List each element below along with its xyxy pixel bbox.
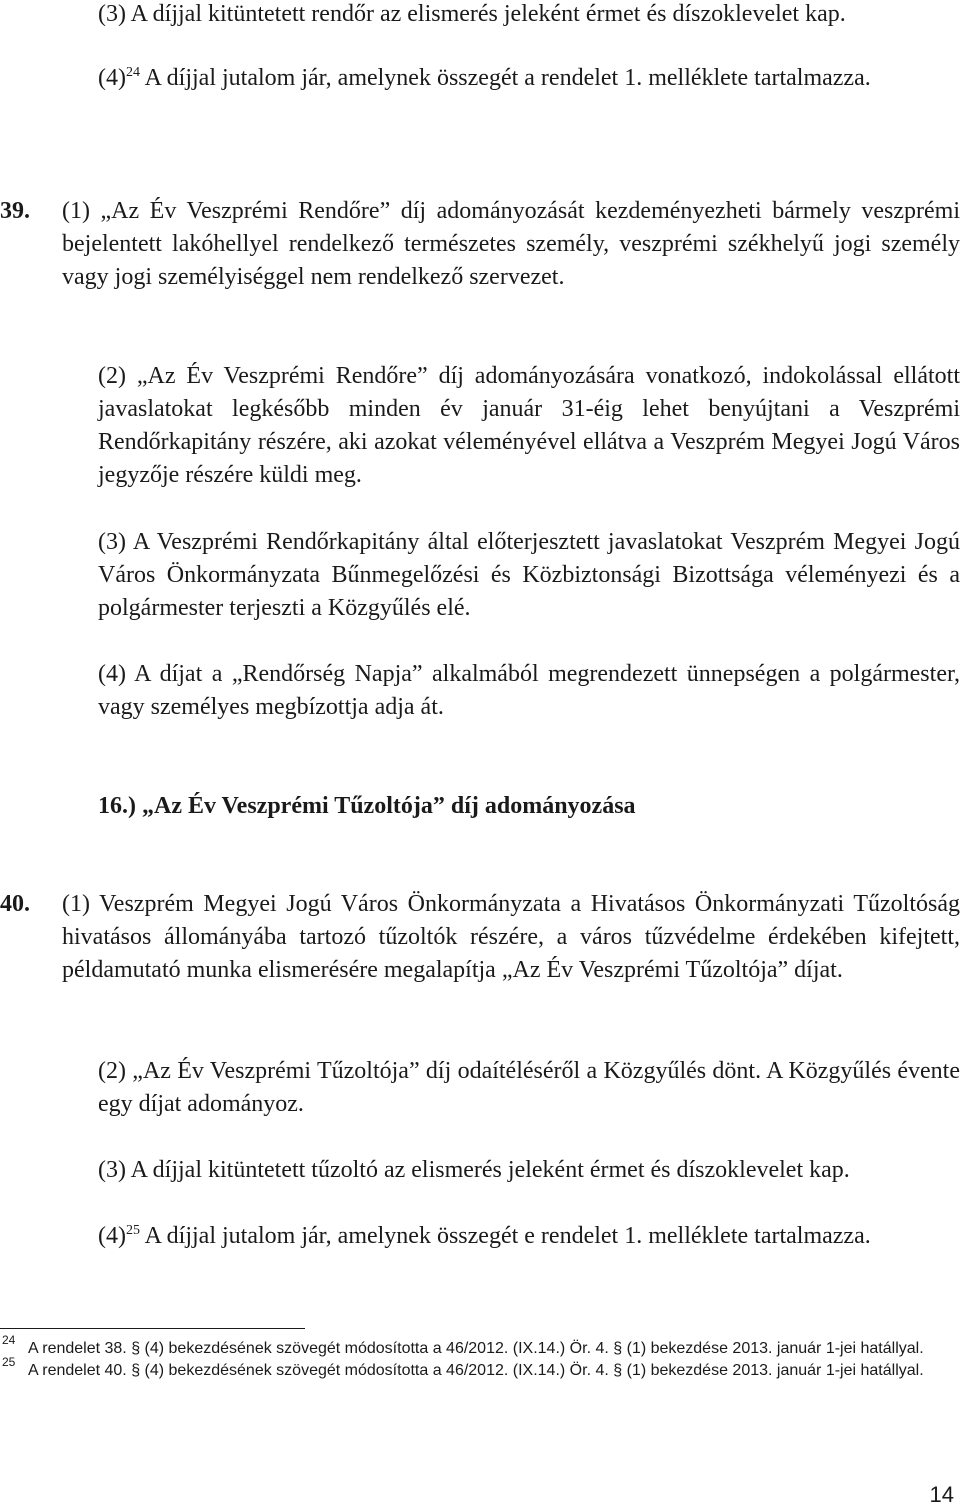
sec40-paragraph-2: (2) „Az Év Veszprémi Tűzoltója” díj odaítéléséről a Közgyűlés dönt. A Közgyűlés évente egy díjat adományoz. [98, 1058, 960, 1117]
footnote-divider [0, 1328, 305, 1329]
sec39-paragraph-1: 39. (1) „Az Év Veszprémi Rendőre” díj adományozását kezdeményezheti bármely veszprémi bejelentett lakóhellyel rendelkező természetes személy, veszprémi székhelyű jogi személy vagy jogi személyiséggel nem rendelkező szervezet. [0, 195, 960, 294]
sec40-paragraph-3: (3) A díjjal kitüntetett tűzoltó az elismerés jeleként érmet és díszoklevelet kap. [98, 1157, 850, 1183]
footnote-ref-25[interactable]: 25 [125, 1223, 140, 1238]
sec39-paragraph-2: (2) „Az Év Veszprémi Rendőre” díj adományozására vonatkozó, indokolással ellátott javaslatokat legkésőbb minden év január 31-éig lehet benyújtani a Veszprémi Rendőrkapitány részére, aki azokat véleményével ellátva a Veszprém Megyei Jogú Város jegyzője részére küldi meg. [98, 363, 960, 488]
footnote-mark: 25 [2, 1355, 16, 1369]
sec38-paragraph-4: $(4)^{24}$ A díjjal jutalom jár, amelynek összegét a rendelet 1. melléklete tartalmazza. [98, 65, 871, 91]
section-number: 40. [0, 891, 30, 917]
sec40-paragraph-1: 40. (1) Veszprém Megyei Jogú Város Önkormányzata a Hivatásos Önkormányzati Tűzoltóság hivatásos állományába tartozó tűzoltók részére, a város tűzvédelme érdekében kifejtett, példamutató munka elismerésére megalapítja „Az Év Veszprémi Tűzoltója” díjat. [0, 888, 960, 987]
footnote-24 [0, 1333, 960, 1360]
footnote-ref-24[interactable]: 24 [125, 65, 140, 80]
sec40-paragraph-4: $(4)^{25}$ A díjjal jutalom jár, amelynek összegét e rendelet 1. melléklete tartalmazza. [98, 1223, 871, 1249]
sec39-paragraph-3: (3) A Veszprémi Rendőrkapitány által előterjesztett javaslatokat Veszprém Megyei Jogú Város Önkormányzata Bűnmegelőzési és Közbiztonsági Bizottsága véleményezi és a polgármester terjeszti a Közgyűlés elé. [98, 529, 960, 621]
footnotes [0, 1333, 960, 1382]
section-heading: 16.) „Az Év Veszprémi Tűzoltója” díj adományozása [98, 793, 636, 819]
section-number: 39. [0, 198, 30, 224]
footnote-text: A rendelet 40. § (4) bekezdésének szövegét módosította a 46/2012. (IX.14.) Ör. 4. § (1) bekezdése 2013. január 1-jei hatállyal. [28, 1362, 924, 1379]
sec39-paragraph-4: (4) A díjat a „Rendőrség Napja” alkalmából megrendezett ünnepségen a polgármester, vagy személyes megbízottja adja át. [98, 661, 960, 720]
footnote-mark: 24 [2, 1333, 16, 1347]
page-number: 14 [929, 1482, 954, 1507]
footnote-text: A rendelet 38. § (4) bekezdésének szövegét módosította a 46/2012. (IX.14.) Ör. 4. § (1) bekezdése 2013. január 1-jei hatállyal. [28, 1340, 924, 1357]
sec38-paragraph-3: (3) A díjjal kitüntetett rendőr az elismerés jeleként érmet és díszoklevelet kap. [98, 1, 846, 27]
footnote-25 [0, 1355, 960, 1382]
